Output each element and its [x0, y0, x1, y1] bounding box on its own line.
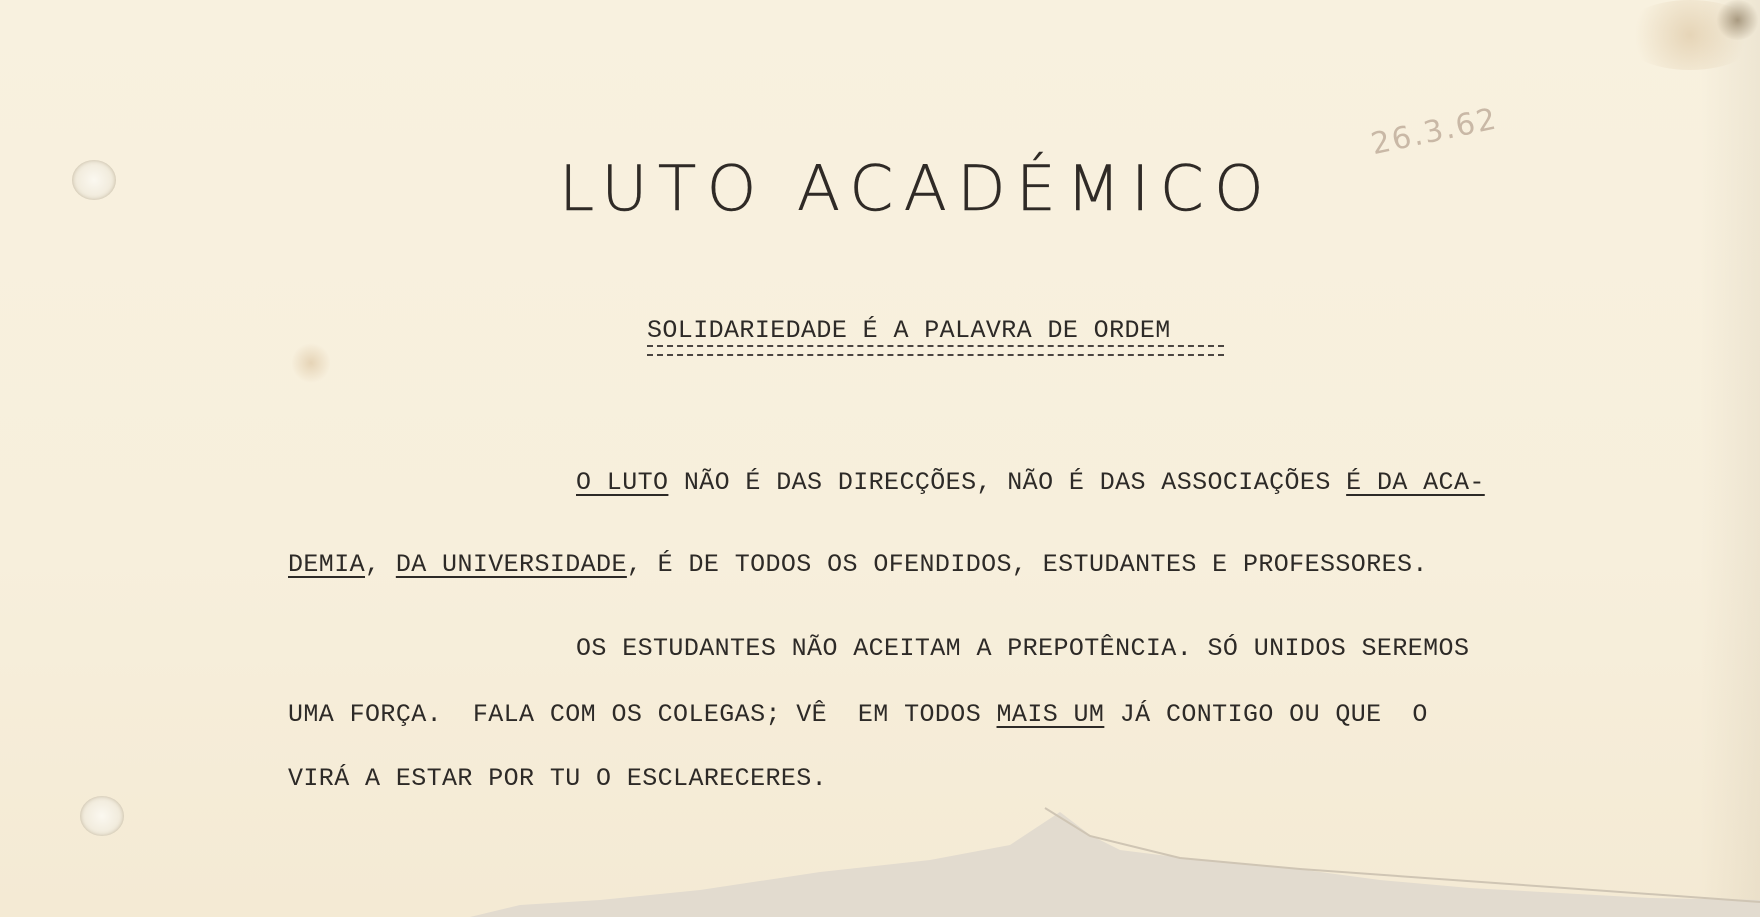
underlined-phrase: O LUTO — [576, 468, 669, 497]
underlined-phrase: MAIS UM — [996, 700, 1105, 729]
text-span: NÃO É DAS DIRECÇÕES, NÃO É DAS ASSOCIAÇÕES — [668, 468, 1347, 497]
paragraph-line-1 — [576, 468, 1485, 497]
double-underline — [647, 345, 1224, 356]
paragraph-line-4 — [288, 700, 1428, 729]
text-span: , É DE TODOS OS OFENDIDOS, ESTUDANTES E PROFESSORES. — [626, 550, 1428, 579]
document-subtitle: SOLIDARIEDADE É A PALAVRA DE ORDEM — [647, 316, 1171, 345]
paragraph-line-2 — [288, 550, 1428, 579]
paragraph-line-5: VIRÁ A ESTAR POR TU O ESCLARECERES. — [288, 764, 828, 793]
handwritten-date: 26.3.62 — [1368, 101, 1501, 163]
handwritten-heading: LUTO ACADÉMICO — [558, 152, 1275, 225]
text-span: UMA FORÇA. FALA COM OS COLEGAS; VÊ EM TODOS — [288, 700, 997, 729]
text-span: , — [365, 550, 396, 579]
text-span: JÁ CONTIGO OU QUE O — [1104, 700, 1428, 729]
underlined-phrase: É DA ACA- — [1346, 468, 1485, 497]
underlined-phrase: DEMIA — [288, 550, 366, 579]
underlined-phrase: DA UNIVERSIDADE — [395, 550, 627, 579]
paragraph-line-3: OS ESTUDANTES NÃO ACEITAM A PREPOTÊNCIA. SÓ UNIDOS SEREMOS — [576, 634, 1470, 663]
